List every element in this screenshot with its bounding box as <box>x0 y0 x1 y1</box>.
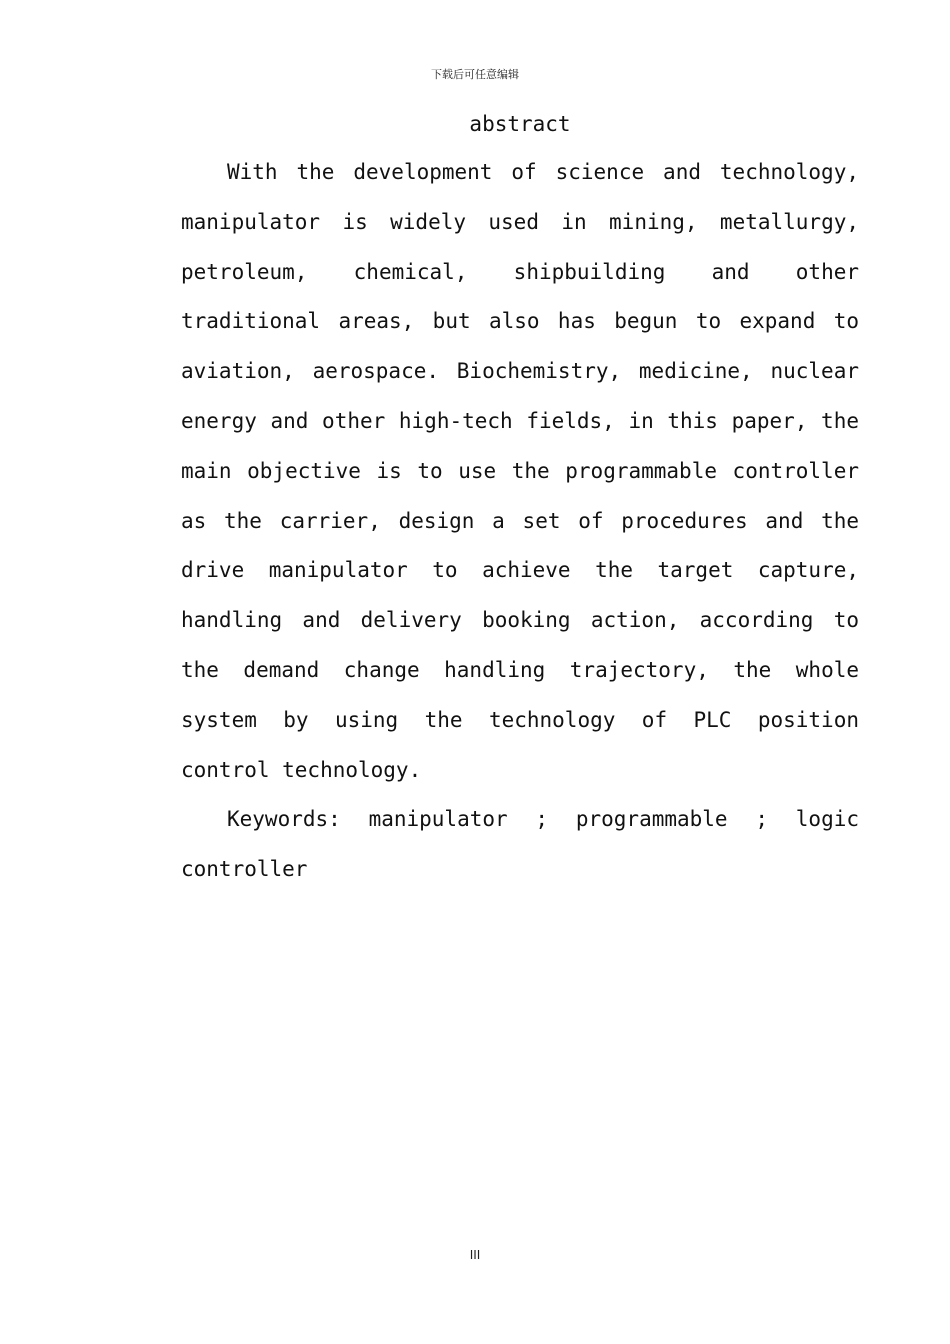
abstract-title: abstract <box>469 112 571 136</box>
keywords-line: Keywords: manipulator ; programmable ; logic controller <box>181 807 859 882</box>
abstract-section <box>181 106 859 895</box>
page-number: III <box>469 1248 481 1262</box>
abstract-body: With the development of science and technology, manipulator is widely used in mining, metallurgy, petroleum, chemical, shipbuilding and other traditional areas, but also has begun to expand to aviation, aerospace. Biochemistry, medicine, nuclear energy and other high-tech fields, in this paper, the main objective is to use the programmable controller as the carrier, design a set of procedures and the drive manipulator to achieve the target capture, handling and delivery booking action, according to the demand change handling trajectory, the whole system by using the technology of PLC position control technology. <box>181 160 859 782</box>
header-note: 下载后可任意编辑 <box>431 68 519 81</box>
